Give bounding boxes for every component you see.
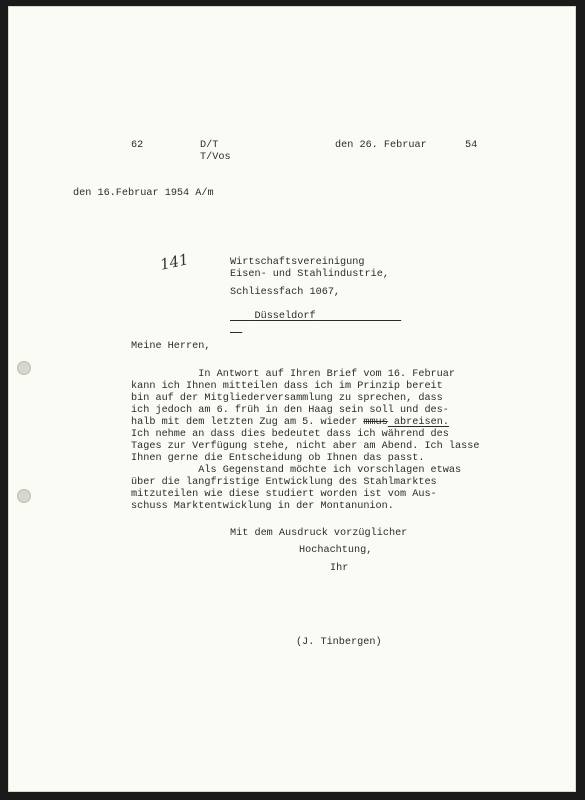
reference-line: den 16.Februar 1954 A/m: [73, 188, 214, 199]
closing-line-1: Mit dem Ausdruck vorzüglicher: [230, 528, 408, 539]
recipient-line-2: Eisen- und Stahlindustrie,: [230, 269, 389, 280]
salutation: Meine Herren,: [131, 341, 211, 352]
body-line: Ich nehme an dass dies bedeutet dass ich während des: [131, 429, 449, 440]
body-line: bin auf der Mitgliederversammlung zu sprechen, dass: [131, 393, 443, 404]
signature-name: (J. Tinbergen): [296, 637, 382, 648]
struck-word: mmus: [363, 417, 388, 428]
closing-line-3: Ihr: [330, 563, 349, 574]
file-code-2: T/Vos: [200, 152, 231, 163]
body-line-end: abreisen.: [387, 417, 449, 428]
body-line: In Antwort auf Ihren Brief vom 16. Februar: [131, 369, 456, 380]
letter-date: den 26. Februar: [335, 140, 427, 151]
body-line-with-correction: [131, 417, 449, 429]
body-line: Tages zur Verfügung stehe, nicht aber am Abend. Ich lasse: [131, 441, 480, 452]
recipient-line-1: Wirtschaftsvereinigung: [230, 257, 365, 268]
reference-number: 62: [131, 140, 144, 151]
handwritten-number: 141: [158, 250, 191, 274]
body-line: Als Gegenstand möchte ich vorschlagen etwas: [131, 465, 462, 476]
punch-hole: [17, 361, 31, 375]
body-line: ich jedoch am 6. früh in den Haag sein soll und des-: [131, 405, 449, 416]
body-line: über die langfristige Entwicklung des Stahlmarktes: [131, 477, 437, 488]
body-line-start: halb mit dem letzten Zug am 5. wieder: [131, 417, 364, 428]
body-line: mitzuteilen wie diese studiert worden ist vom Aus-: [131, 489, 437, 500]
letter-page: [8, 6, 576, 792]
body-line: Ihnen gerne die Entscheidung ob Ihnen das passt.: [131, 453, 425, 464]
body-line: schuss Marktentwicklung in der Montanunion.: [131, 501, 394, 512]
punch-hole: [17, 489, 31, 503]
file-code-1: D/T: [200, 140, 219, 151]
letter-year: 54: [465, 140, 478, 151]
closing-line-2: Hochachtung,: [299, 545, 373, 556]
body-line: kann ich Ihnen mitteilen dass ich im Prinzip bereit: [131, 381, 443, 392]
recipient-city: [230, 299, 393, 335]
recipient-line-3: Schliessfach 1067,: [230, 287, 341, 298]
recipient-line-4: Düsseldorf: [254, 311, 316, 322]
